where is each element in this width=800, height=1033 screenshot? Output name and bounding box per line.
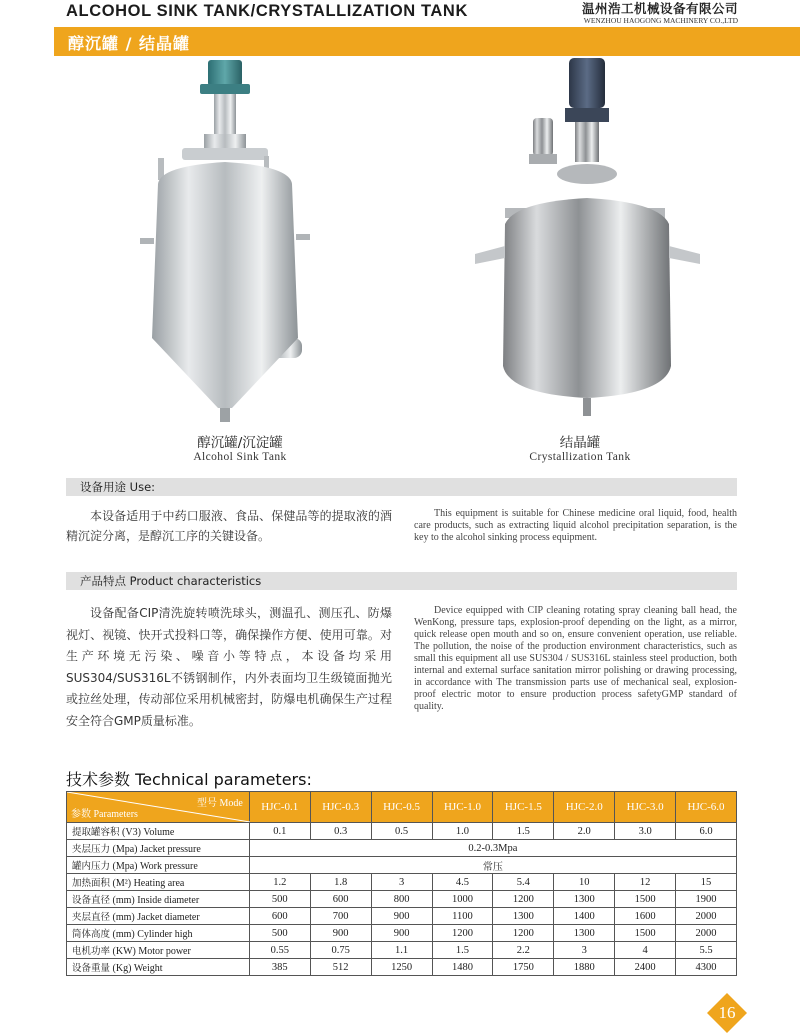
table-header-row xyxy=(67,792,737,823)
table-cell: 2000 xyxy=(676,908,737,925)
model-header: HJC-2.0 xyxy=(554,792,615,823)
table-cell: 1.0 xyxy=(432,823,493,840)
table-cell: 2000 xyxy=(676,925,737,942)
header-corner-cell xyxy=(67,792,250,823)
table-cell: 5.5 xyxy=(676,942,737,959)
model-header: HJC-3.0 xyxy=(615,792,676,823)
table-cell: 1480 xyxy=(432,959,493,976)
table-row-cylinder-high xyxy=(67,925,737,942)
model-header: HJC-1.5 xyxy=(493,792,554,823)
table-cell: 600 xyxy=(249,908,310,925)
table-row-jacket-pressure xyxy=(67,840,737,857)
alcohol-sink-tank-name-en: Alcohol Sink Tank xyxy=(193,451,287,463)
model-header: HJC-1.0 xyxy=(432,792,493,823)
table-cell: 1200 xyxy=(493,891,554,908)
table-cell: 500 xyxy=(249,891,310,908)
table-cell: 1500 xyxy=(615,925,676,942)
param-label: 夹层直径 (mm) Jacket diameter xyxy=(67,908,250,925)
crystallization-tank-name-en: Crystallization Tank xyxy=(529,451,631,463)
table-cell: 512 xyxy=(310,959,371,976)
usage-heading: 设备用途 Use: xyxy=(80,480,156,494)
table-cell: 900 xyxy=(310,925,371,942)
model-label: 型号 Mode xyxy=(197,798,243,809)
table-cell: 1.1 xyxy=(371,942,432,959)
banner-title: 醇沉罐 / 结晶罐 xyxy=(68,34,190,53)
table-cell: 3 xyxy=(371,874,432,891)
param-label: 夹层压力 (Mpa) Jacket pressure xyxy=(67,840,250,857)
parameter-label: 参数 Parameters xyxy=(71,809,138,820)
param-label: 筒体高度 (mm) Cylinder high xyxy=(67,925,250,942)
table-cell: 600 xyxy=(310,891,371,908)
table-cell: 1.2 xyxy=(249,874,310,891)
model-header: HJC-0.3 xyxy=(310,792,371,823)
table-cell: 1200 xyxy=(432,925,493,942)
table-cell: 1100 xyxy=(432,908,493,925)
crystallization-tank-caption xyxy=(480,431,680,463)
model-header: HJC-0.1 xyxy=(249,792,310,823)
company-name-en: WENZHOU HAOGONG MACHINERY CO.,LTD xyxy=(583,16,738,25)
table-cell: 1250 xyxy=(371,959,432,976)
tech-params-title: 技术参数 Technical parameters: xyxy=(66,770,312,789)
table-cell: 1300 xyxy=(493,908,554,925)
table-row-volume xyxy=(67,823,737,840)
table-cell-span: 0.2-0.3Mpa xyxy=(249,840,736,857)
table-cell: 800 xyxy=(371,891,432,908)
crystallization-tank-photo xyxy=(475,58,700,430)
param-label: 加热面积 (M²) Heating area xyxy=(67,874,250,891)
features-heading: 产品特点 Product characteristics xyxy=(80,574,262,588)
table-cell: 0.1 xyxy=(249,823,310,840)
table-cell: 1880 xyxy=(554,959,615,976)
usage-section-header xyxy=(66,478,737,496)
table-cell: 0.75 xyxy=(310,942,371,959)
table-cell: 5.4 xyxy=(493,874,554,891)
features-text-cn: 设备配备CIP清洗旋转喷洗球头，测温孔、测压孔、防爆视灯、视镜、快开式投料口等，确保操作方便、使用可靠。对生产环境无污染、噪音小等特点，本设备均采用SUS304/SUS316L不锈钢制作，内外表面均卫生级镜面抛光或拉丝处理，传动部位采用机械密封，防爆电机确保生产过程安全符合GMP质量标准。 xyxy=(66,606,392,728)
table-cell: 385 xyxy=(249,959,310,976)
table-cell: 4300 xyxy=(676,959,737,976)
table-cell: 4 xyxy=(615,942,676,959)
table-cell: 1750 xyxy=(493,959,554,976)
table-row-inside-diameter xyxy=(67,891,737,908)
table-cell: 1500 xyxy=(615,891,676,908)
table-cell: 1900 xyxy=(676,891,737,908)
table-row-weight xyxy=(67,959,737,976)
table-cell: 1.8 xyxy=(310,874,371,891)
features-text-en: Device equipped with CIP cleaning rotating spray cleaning ball head, the WenKong, pressure taps, explosion-proof depending on the light, as a mirror, quick release open mouth and so on, ensure convenient operation, use reliable. The pollution, the noise of the production environment characteristics, such as small this equipment all use SUS304 / SUS316L stainless steel production, both internal and external surface sanitation mirror polishing or drawing processing, in accordance with The transmission parts use of mechanical seal, explosion-proof electric motor to ensure production process safetyGMP standard of quality. xyxy=(414,605,737,712)
table-cell: 1.5 xyxy=(493,823,554,840)
table-row-jacket-diameter xyxy=(67,908,737,925)
usage-text-en: This equipment is suitable for Chinese medicine oral liquid, food, health care products, such as extracting liquid alcohol precipitation separation, is the key to the alcohol sinking process equipment. xyxy=(414,508,737,543)
table-cell: 1200 xyxy=(493,925,554,942)
alcohol-sink-tank-name-cn: 醇沉罐/沉淀罐 xyxy=(197,435,283,451)
table-cell: 2400 xyxy=(615,959,676,976)
table-cell: 1400 xyxy=(554,908,615,925)
table-cell: 0.55 xyxy=(249,942,310,959)
table-cell: 700 xyxy=(310,908,371,925)
table-cell: 10 xyxy=(554,874,615,891)
table-cell: 900 xyxy=(371,908,432,925)
model-header: HJC-6.0 xyxy=(676,792,737,823)
table-cell: 4.5 xyxy=(432,874,493,891)
tech-params-table xyxy=(66,791,737,976)
page-header-title: ALCOHOL SINK TANK/CRYSTALLIZATION TANK xyxy=(66,2,468,20)
param-label: 设备直径 (mm) Inside diameter xyxy=(67,891,250,908)
table-cell: 15 xyxy=(676,874,737,891)
param-label: 提取罐容积 (V3) Volume xyxy=(67,823,250,840)
table-cell: 1.5 xyxy=(432,942,493,959)
crystallization-tank-name-cn: 结晶罐 xyxy=(559,435,601,451)
table-cell: 0.5 xyxy=(371,823,432,840)
param-label: 电机功率 (KW) Motor power xyxy=(67,942,250,959)
table-cell-span: 常压 xyxy=(249,857,736,874)
title-banner xyxy=(54,27,800,56)
table-cell: 1300 xyxy=(554,925,615,942)
features-section-header xyxy=(66,572,737,590)
table-row-heating-area xyxy=(67,874,737,891)
table-cell: 0.3 xyxy=(310,823,371,840)
table-row-motor-power xyxy=(67,942,737,959)
param-label: 设备重量 (Kg) Weight xyxy=(67,959,250,976)
model-header: HJC-0.5 xyxy=(371,792,432,823)
alcohol-sink-tank-caption xyxy=(140,431,340,463)
table-cell: 3 xyxy=(554,942,615,959)
company-logo xyxy=(582,0,738,25)
table-cell: 1600 xyxy=(615,908,676,925)
table-cell: 3.0 xyxy=(615,823,676,840)
table-row-work-pressure xyxy=(67,857,737,874)
alcohol-sink-tank-photo xyxy=(140,58,340,430)
company-name-cn: 温州浩工机械设备有限公司 xyxy=(581,1,738,16)
usage-text-cn: 本设备适用于中药口服液、食品、保健品等的提取液的酒精沉淀分离，是醇沉工序的关键设备。 xyxy=(66,509,392,543)
table-cell: 500 xyxy=(249,925,310,942)
table-cell: 12 xyxy=(615,874,676,891)
table-cell: 2.0 xyxy=(554,823,615,840)
param-label: 罐内压力 (Mpa) Work pressure xyxy=(67,857,250,874)
table-cell: 6.0 xyxy=(676,823,737,840)
page-number: 16 xyxy=(718,1003,736,1022)
table-cell: 1300 xyxy=(554,891,615,908)
table-cell: 900 xyxy=(371,925,432,942)
table-cell: 1000 xyxy=(432,891,493,908)
table-cell: 2.2 xyxy=(493,942,554,959)
